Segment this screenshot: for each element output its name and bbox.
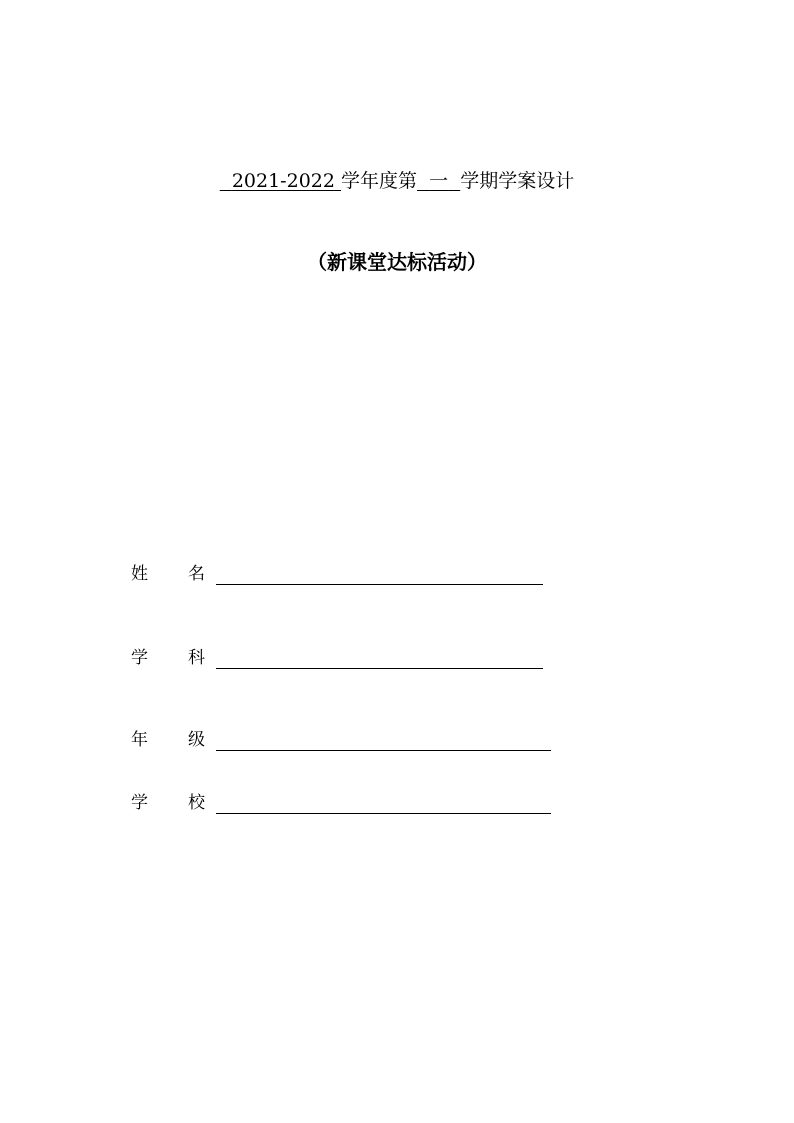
term-value: 一 — [429, 170, 449, 192]
subject-field — [131, 646, 551, 670]
school-year-suffix: 学年度第 — [341, 170, 418, 192]
grade-field — [131, 728, 561, 752]
school-blank-line — [216, 813, 551, 814]
title-suffix: 学期学案设计 — [460, 170, 575, 192]
school-field — [131, 791, 561, 815]
subject-blank-line — [216, 668, 543, 669]
subject-label-char-1: 学 — [131, 648, 148, 668]
document-subtitle: （新课堂达标活动） — [307, 250, 487, 274]
name-label-char-2: 名 — [188, 564, 205, 584]
name-label-char-1: 姓 — [131, 564, 148, 584]
term-fill — [417, 170, 460, 192]
name-blank-line — [216, 584, 543, 585]
subject-label-char-2: 科 — [188, 648, 205, 668]
grade-label-char-1: 年 — [131, 730, 148, 750]
grade-label-char-2: 级 — [188, 730, 205, 750]
school-year-value: 2021-2022 — [231, 170, 335, 192]
school-year-fill — [220, 170, 341, 192]
grade-blank-line — [216, 750, 551, 751]
document-title — [0, 168, 794, 194]
school-label-char-1: 学 — [131, 793, 148, 813]
school-label-char-2: 校 — [188, 793, 205, 813]
name-field — [131, 562, 551, 586]
